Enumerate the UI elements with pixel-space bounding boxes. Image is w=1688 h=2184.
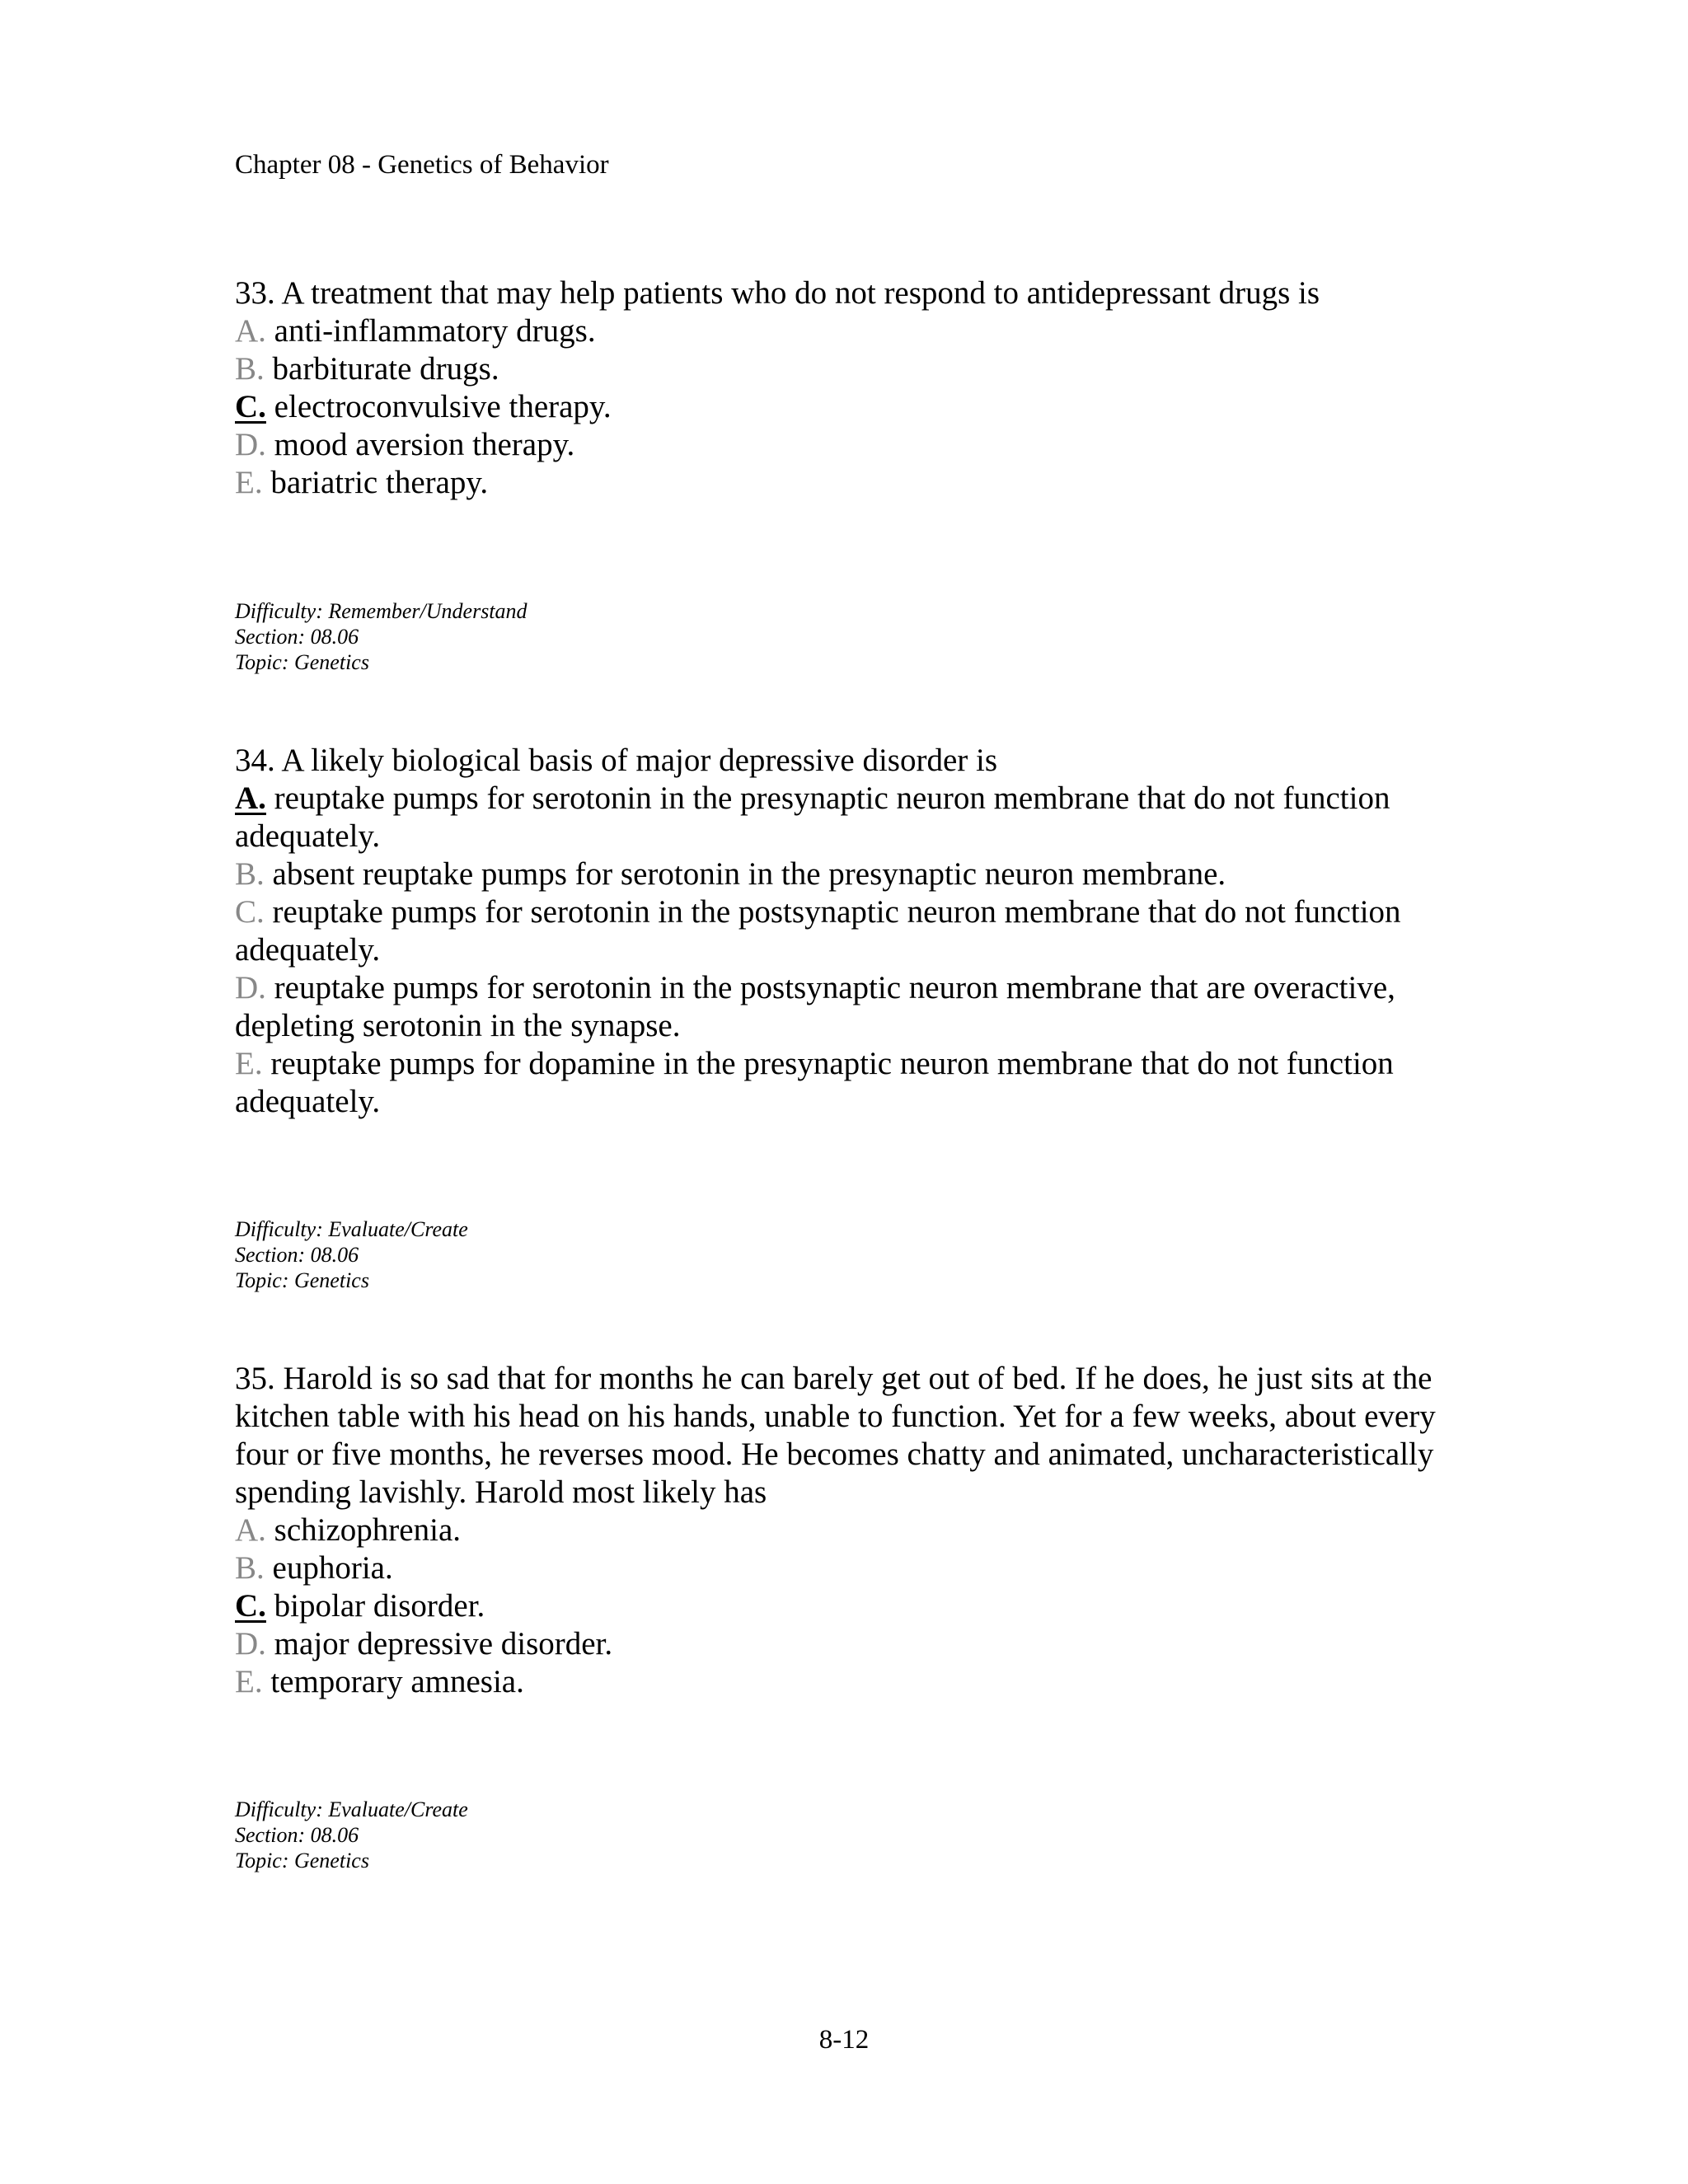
question-34 — [235, 742, 1471, 1121]
answer-option-a — [235, 312, 1471, 350]
answer-option-e — [235, 464, 1471, 502]
page-number: 8-12 — [818, 2025, 870, 2055]
section-label: Section: 08.06 — [235, 1243, 359, 1267]
option-letter: E. — [235, 465, 263, 500]
topic-label: Topic: Genetics — [235, 650, 369, 674]
option-letter: C. — [235, 389, 266, 424]
difficulty-label: Difficulty: Evaluate/Create — [235, 1217, 468, 1241]
topic-label: Topic: Genetics — [235, 1268, 369, 1292]
question-34-metadata — [235, 1216, 468, 1293]
option-text: bariatric therapy. — [262, 465, 489, 500]
option-letter: B. — [235, 351, 265, 387]
option-text: temporary amnesia. — [262, 1664, 524, 1699]
option-text: reuptake pumps for serotonin in the postsynaptic neuron membrane that do not function adequately. — [235, 894, 1401, 968]
answer-option-c — [235, 893, 1471, 969]
answer-option-d — [235, 426, 1471, 464]
option-letter: A. — [235, 1512, 266, 1548]
option-text: reuptake pumps for dopamine in the presynaptic neuron membrane that do not function adequately. — [235, 1046, 1394, 1119]
question-stem: 34. A likely biological basis of major depressive disorder is — [235, 743, 998, 778]
option-letter: E. — [235, 1664, 263, 1699]
chapter-header: Chapter 08 - Genetics of Behavior — [235, 150, 609, 180]
answer-option-c-correct — [235, 388, 1471, 426]
option-letter: C. — [235, 1588, 266, 1624]
answer-option-a-correct — [235, 780, 1471, 855]
answer-option-b — [235, 1549, 1471, 1587]
option-letter: D. — [235, 970, 266, 1005]
question-stem: 35. Harold is so sad that for months he can barely get out of bed. If he does, he just sits at the kitchen table with his head on his hands, unable to function. Yet for a few weeks, about every four or five months, he reverses mood. He becomes chatty and animated, uncharacteristically spending lavishly. Harold most likely has — [235, 1361, 1436, 1510]
topic-label: Topic: Genetics — [235, 1849, 369, 1872]
option-letter: B. — [235, 1550, 265, 1586]
answer-option-b — [235, 855, 1471, 893]
question-stem: 33. A treatment that may help patients who do not respond to antidepressant drugs is — [235, 275, 1320, 311]
question-35-metadata — [235, 1797, 468, 1873]
option-text: anti-inflammatory drugs. — [265, 313, 596, 349]
option-letter: D. — [235, 427, 266, 462]
section-label: Section: 08.06 — [235, 1823, 359, 1847]
option-text: bipolar disorder. — [265, 1588, 485, 1624]
answer-option-c-correct — [235, 1587, 1471, 1625]
option-text: reuptake pumps for serotonin in the postsynaptic neuron membrane that are overactive, depleting serotonin in the synapse. — [235, 970, 1395, 1043]
option-text: electroconvulsive therapy. — [265, 389, 612, 424]
option-text: barbiturate drugs. — [264, 351, 499, 387]
answer-option-d — [235, 1625, 1471, 1663]
answer-option-b — [235, 350, 1471, 388]
option-letter: A. — [235, 780, 266, 816]
option-text: major depressive disorder. — [265, 1626, 613, 1661]
option-text: mood aversion therapy. — [265, 427, 575, 462]
difficulty-label: Difficulty: Remember/Understand — [235, 599, 528, 623]
option-letter: A. — [235, 313, 266, 349]
option-letter: D. — [235, 1626, 266, 1661]
question-33-metadata — [235, 598, 528, 675]
answer-option-e — [235, 1663, 1471, 1701]
section-label: Section: 08.06 — [235, 625, 359, 649]
option-text: euphoria. — [264, 1550, 393, 1586]
option-text: schizophrenia. — [265, 1512, 461, 1548]
option-letter: C. — [235, 894, 265, 930]
option-text: absent reuptake pumps for serotonin in the presynaptic neuron membrane. — [264, 856, 1226, 892]
answer-option-d — [235, 969, 1471, 1045]
option-letter: E. — [235, 1046, 263, 1081]
difficulty-label: Difficulty: Evaluate/Create — [235, 1797, 468, 1821]
answer-option-e — [235, 1045, 1471, 1121]
question-33 — [235, 274, 1471, 502]
question-35 — [235, 1360, 1471, 1701]
option-text: reuptake pumps for serotonin in the presynaptic neuron membrane that do not function adequately. — [235, 780, 1390, 854]
option-letter: B. — [235, 856, 265, 892]
answer-option-a — [235, 1511, 1471, 1549]
